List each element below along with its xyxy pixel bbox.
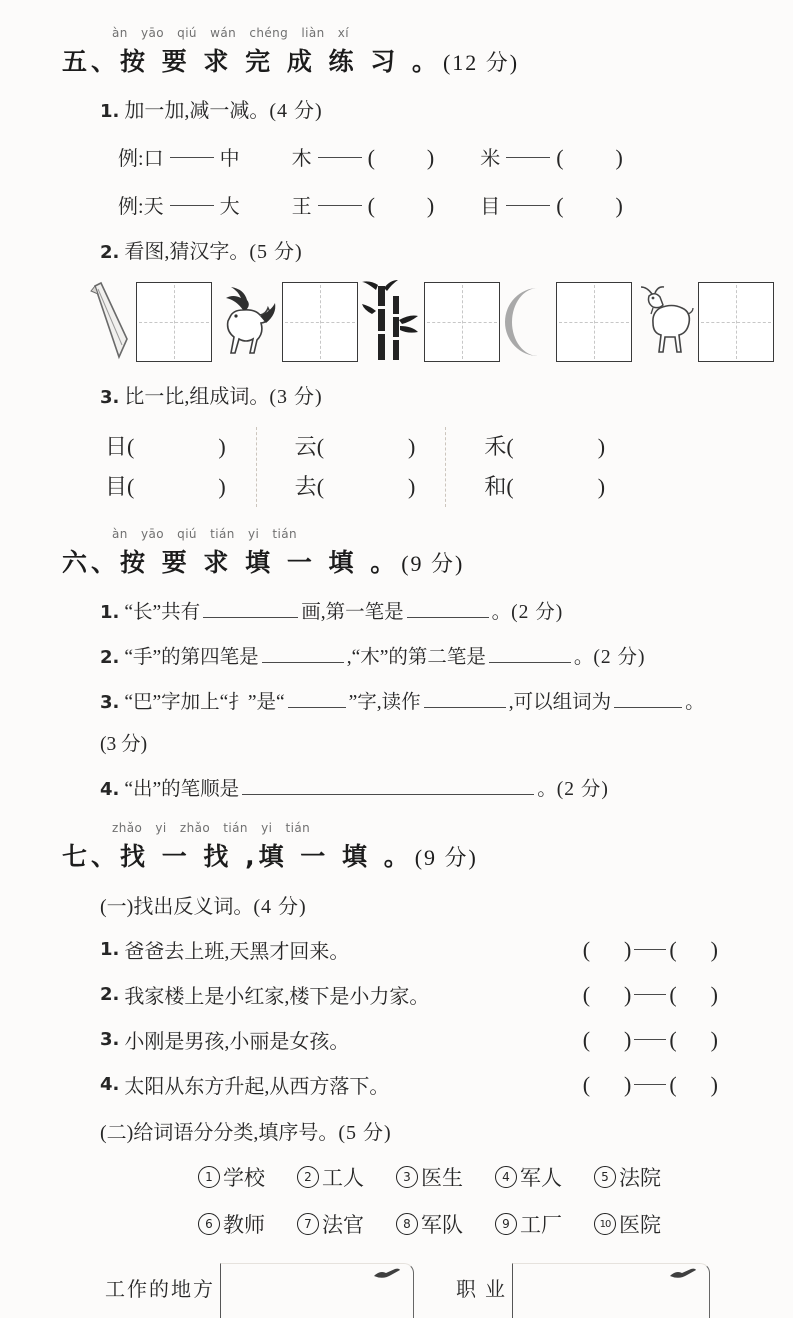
circled-number: 1 <box>198 1166 220 1188</box>
dash-line <box>318 205 362 206</box>
close-paren: ) <box>597 434 606 459</box>
close-paren: ) <box>615 193 623 218</box>
sentence-number: 2. <box>100 984 120 1005</box>
q6-2-score: (2 分) <box>593 647 646 668</box>
q5-1-prompt <box>100 94 793 123</box>
close-paren: ) <box>624 1071 632 1097</box>
circled-number: 2 <box>297 1166 319 1188</box>
goat-illustration <box>636 284 694 360</box>
close-paren: ) <box>218 474 226 499</box>
q6-2-number: 2. <box>100 647 120 668</box>
q5-2-prompt <box>100 235 793 264</box>
compare-cell <box>484 467 605 507</box>
q5-2-score: (5 分) <box>249 241 303 263</box>
knife-illustration <box>88 281 132 363</box>
compare-cell <box>295 427 416 467</box>
close-paren: ) <box>408 434 416 459</box>
part2-heading <box>100 1116 793 1145</box>
dash-line <box>506 157 550 158</box>
section5-title: 五、按 要 求 完 成 练 习 。 <box>62 47 441 76</box>
sentence-number: 3. <box>100 1029 120 1050</box>
q6-2-text-a: “手”的第四笔是 <box>124 647 259 668</box>
open-paren: ( <box>582 1026 591 1052</box>
q6-3-number: 3. <box>100 692 120 713</box>
q5-3-number: 3. <box>100 387 120 408</box>
section6-score: (9 分) <box>401 551 465 576</box>
compare-char: 和 <box>484 474 507 499</box>
sentence-text: 我家楼上是小红家,楼下是小力家。 <box>124 986 430 1008</box>
open-paren: ( <box>367 145 375 170</box>
section5-heading <box>62 42 793 78</box>
q6-4-score: (2 分) <box>556 779 609 800</box>
grid-dash-vertical <box>594 285 595 359</box>
q5-3-text: 比一比,组成词。 <box>124 386 270 408</box>
word-item <box>396 1162 463 1192</box>
sentence-text: 爸爸去上班,天黑才回来。 <box>124 941 350 963</box>
compare-column-1 <box>105 427 256 507</box>
q5-3-score: (3 分) <box>269 386 323 408</box>
close-paren: ) <box>426 193 435 218</box>
word-text: 法官 <box>322 1213 364 1237</box>
close-paren: ) <box>624 981 632 1007</box>
part2-score: (5 分) <box>338 1122 392 1144</box>
part2-heading-text: (二)给词语分分类,填序号。 <box>100 1122 339 1144</box>
fill-blank <box>203 617 298 618</box>
item-char: 目 <box>480 196 501 218</box>
item-char: 王 <box>291 196 312 218</box>
close-paren: ) <box>597 474 606 499</box>
circled-number: 5 <box>594 1166 616 1188</box>
word-text: 教师 <box>223 1213 265 1237</box>
q6-4 <box>100 773 793 801</box>
antonym-answer-slots <box>583 1072 718 1098</box>
open-paren: ( <box>506 474 514 499</box>
category-box-job <box>512 1263 710 1318</box>
addsub-row-1 <box>118 142 793 171</box>
q6-1 <box>100 596 793 624</box>
sentence-number: 1. <box>100 939 120 960</box>
dash-line <box>634 1084 666 1085</box>
circled-number: 4 <box>495 1166 517 1188</box>
q6-2 <box>100 641 793 669</box>
antonym-answer-slots <box>583 982 718 1008</box>
fill-blank <box>424 707 506 708</box>
word-item <box>198 1209 265 1239</box>
open-paren: ( <box>316 474 325 499</box>
fill-blank <box>614 707 682 708</box>
close-paren: ) <box>218 434 226 459</box>
compare-char: 日 <box>105 434 128 459</box>
open-paren: ( <box>582 981 591 1007</box>
q5-1-number: 1. <box>100 101 120 122</box>
open-paren: ( <box>669 1071 677 1097</box>
q6-1-period: 。 <box>491 602 512 623</box>
section7-pinyin: zhǎo yi zhǎo tián yi tián <box>112 821 311 835</box>
open-paren: ( <box>582 936 591 962</box>
moon-illustration <box>504 284 552 360</box>
addsub-row-2 <box>118 190 793 219</box>
open-paren: ( <box>669 981 677 1007</box>
word-text: 工厂 <box>520 1213 562 1237</box>
bird-icon <box>669 1267 697 1281</box>
q6-1-text-a: “长”共有 <box>124 602 201 623</box>
compare-char: 目 <box>105 474 128 499</box>
word-item <box>297 1209 364 1239</box>
q6-2-text-b: ,“木”的第二笔是 <box>346 647 486 668</box>
word-text: 军队 <box>421 1213 463 1237</box>
sentence-text: 小刚是男孩,小丽是女孩。 <box>124 1031 350 1053</box>
circled-number: 3 <box>396 1166 418 1188</box>
section6-heading <box>62 543 793 579</box>
compare-char: 禾 <box>484 434 507 459</box>
close-paren: ) <box>710 936 718 962</box>
example-label: 例: <box>118 196 144 218</box>
circled-number: 8 <box>396 1213 418 1235</box>
dash-line <box>170 157 214 158</box>
fill-blank <box>407 617 489 618</box>
word-text: 军人 <box>520 1166 562 1190</box>
answer-grid-box <box>424 282 500 362</box>
close-paren: ) <box>408 474 416 499</box>
dash-line <box>634 949 666 950</box>
dash-line <box>506 205 550 206</box>
word-item <box>297 1162 364 1192</box>
antonym-answer-slots <box>583 1027 718 1053</box>
grid-dash-vertical <box>736 285 737 359</box>
q5-2-text: 看图,猜汉字。 <box>124 241 250 263</box>
open-paren: ( <box>669 936 677 962</box>
word-item <box>594 1162 661 1192</box>
q6-4-text-a: “出”的笔顺是 <box>124 779 240 800</box>
picture-guess-row <box>88 280 793 364</box>
horse-illustration <box>216 283 278 361</box>
q6-3-text-a: “巴”字加上“扌”是“ <box>124 692 285 713</box>
item-char: 米 <box>480 148 501 170</box>
part1-heading <box>100 890 793 919</box>
close-paren: ) <box>624 1026 632 1052</box>
word-text: 医院 <box>619 1213 661 1237</box>
open-paren: ( <box>127 474 135 499</box>
q5-3-prompt <box>100 380 793 409</box>
open-paren: ( <box>556 145 564 170</box>
compare-char: 云 <box>294 434 317 459</box>
open-paren: ( <box>506 434 514 459</box>
close-paren: ) <box>426 145 435 170</box>
circled-number: 6 <box>198 1213 220 1235</box>
compare-cell <box>484 427 605 467</box>
open-paren: ( <box>367 193 375 218</box>
sentence-number: 4. <box>100 1074 120 1095</box>
word-item <box>198 1162 265 1192</box>
q5-1-text: 加一加,减一减。 <box>124 100 270 122</box>
fill-blank <box>489 662 571 663</box>
section7-score: (9 分) <box>414 845 478 870</box>
word-item <box>495 1209 562 1239</box>
dash-line <box>634 994 666 995</box>
close-paren: ) <box>615 145 623 170</box>
word-text: 工人 <box>322 1166 364 1190</box>
q6-1-text-b: 画,第一笔是 <box>301 602 404 623</box>
fill-blank <box>242 794 534 795</box>
answer-grid-box <box>556 282 632 362</box>
dash-line <box>318 157 362 158</box>
compare-cell <box>105 427 226 467</box>
close-paren: ) <box>710 981 718 1007</box>
close-paren: ) <box>710 1071 718 1097</box>
grid-dash-vertical <box>462 285 463 359</box>
section6-pinyin: àn yāo qiú tián yi tián <box>112 527 298 541</box>
grid-dash-vertical <box>174 285 175 359</box>
q6-4-number: 4. <box>100 779 120 800</box>
section5-score: (12 分) <box>442 50 520 75</box>
section6-title: 六、按 要 求 填 一 填 。 <box>62 548 400 577</box>
open-paren: ( <box>582 1071 591 1097</box>
antonym-sentence-2 <box>100 980 718 1009</box>
category-label-workplace: 工作的地方 <box>105 1279 215 1301</box>
compare-column-3 <box>445 427 635 507</box>
q6-3-text-b: ”字,读作 <box>348 692 421 713</box>
q6-1-score: (2 分) <box>511 602 564 623</box>
fill-blank <box>288 707 346 708</box>
sentence-text: 太阳从东方升起,从西方落下。 <box>124 1076 390 1098</box>
circled-number: 9 <box>495 1213 517 1235</box>
category-answer-row <box>105 1263 793 1318</box>
word-item <box>594 1209 661 1239</box>
antonym-sentence-1 <box>100 935 718 964</box>
q6-1-number: 1. <box>100 602 120 623</box>
q6-3 <box>100 686 793 714</box>
word-item <box>396 1209 463 1239</box>
answer-grid-box <box>136 282 212 362</box>
example-left-char: 口 <box>143 148 164 170</box>
item-char: 木 <box>291 148 312 170</box>
example-left-char: 天 <box>143 196 164 218</box>
q6-3-text-c: ,可以组词为 <box>508 692 612 713</box>
compare-char: 去 <box>294 474 317 499</box>
bird-icon <box>373 1267 401 1281</box>
open-paren: ( <box>127 434 135 459</box>
compare-cell <box>105 467 226 507</box>
example-label: 例: <box>118 148 144 170</box>
section7-heading <box>62 837 793 873</box>
dash-line <box>170 205 214 206</box>
compare-column-2 <box>256 427 446 507</box>
word-list-row-1 <box>198 1162 793 1192</box>
example-right-char: 大 <box>219 196 240 218</box>
q5-2-number: 2. <box>100 242 120 263</box>
word-text: 学校 <box>223 1166 265 1190</box>
part1-score: (4 分) <box>253 896 307 918</box>
compare-cell <box>295 467 416 507</box>
section5-pinyin: àn yāo qiú wán chéng liàn xí <box>112 26 350 40</box>
open-paren: ( <box>669 1026 677 1052</box>
q6-3-period: 。 <box>685 692 705 713</box>
dash-line <box>634 1039 666 1040</box>
antonym-answer-slots <box>583 937 718 963</box>
antonym-sentence-3 <box>100 1025 718 1054</box>
word-text: 医生 <box>421 1166 463 1190</box>
compare-words-grid <box>105 427 793 507</box>
q5-1-score: (4 分) <box>269 100 323 122</box>
word-list-row-2 <box>198 1209 793 1239</box>
word-item <box>495 1162 562 1192</box>
answer-grid-box <box>698 282 774 362</box>
close-paren: ) <box>710 1026 718 1052</box>
antonym-sentence-4 <box>100 1070 718 1099</box>
category-label-job: 职 业 <box>456 1279 507 1301</box>
bamboo-illustration <box>362 280 420 364</box>
fill-blank <box>262 662 344 663</box>
circled-number: 10 <box>594 1213 616 1235</box>
answer-grid-box <box>282 282 358 362</box>
close-paren: ) <box>624 936 632 962</box>
open-paren: ( <box>316 434 325 459</box>
q6-2-period: 。 <box>573 647 594 668</box>
worksheet-page <box>0 26 793 1301</box>
grid-dash-vertical <box>320 285 321 359</box>
part1-heading-text: (一)找出反义词。 <box>100 896 254 918</box>
circled-number: 7 <box>297 1213 319 1235</box>
q6-3-score: (3 分) <box>100 734 148 755</box>
section7-title: 七、找 一 找 ,填 一 填 。 <box>62 842 413 871</box>
open-paren: ( <box>556 193 564 218</box>
word-text: 法院 <box>619 1166 661 1190</box>
category-box-workplace <box>220 1263 414 1318</box>
example-right-char: 中 <box>219 148 240 170</box>
q6-4-period: 。 <box>537 779 557 800</box>
